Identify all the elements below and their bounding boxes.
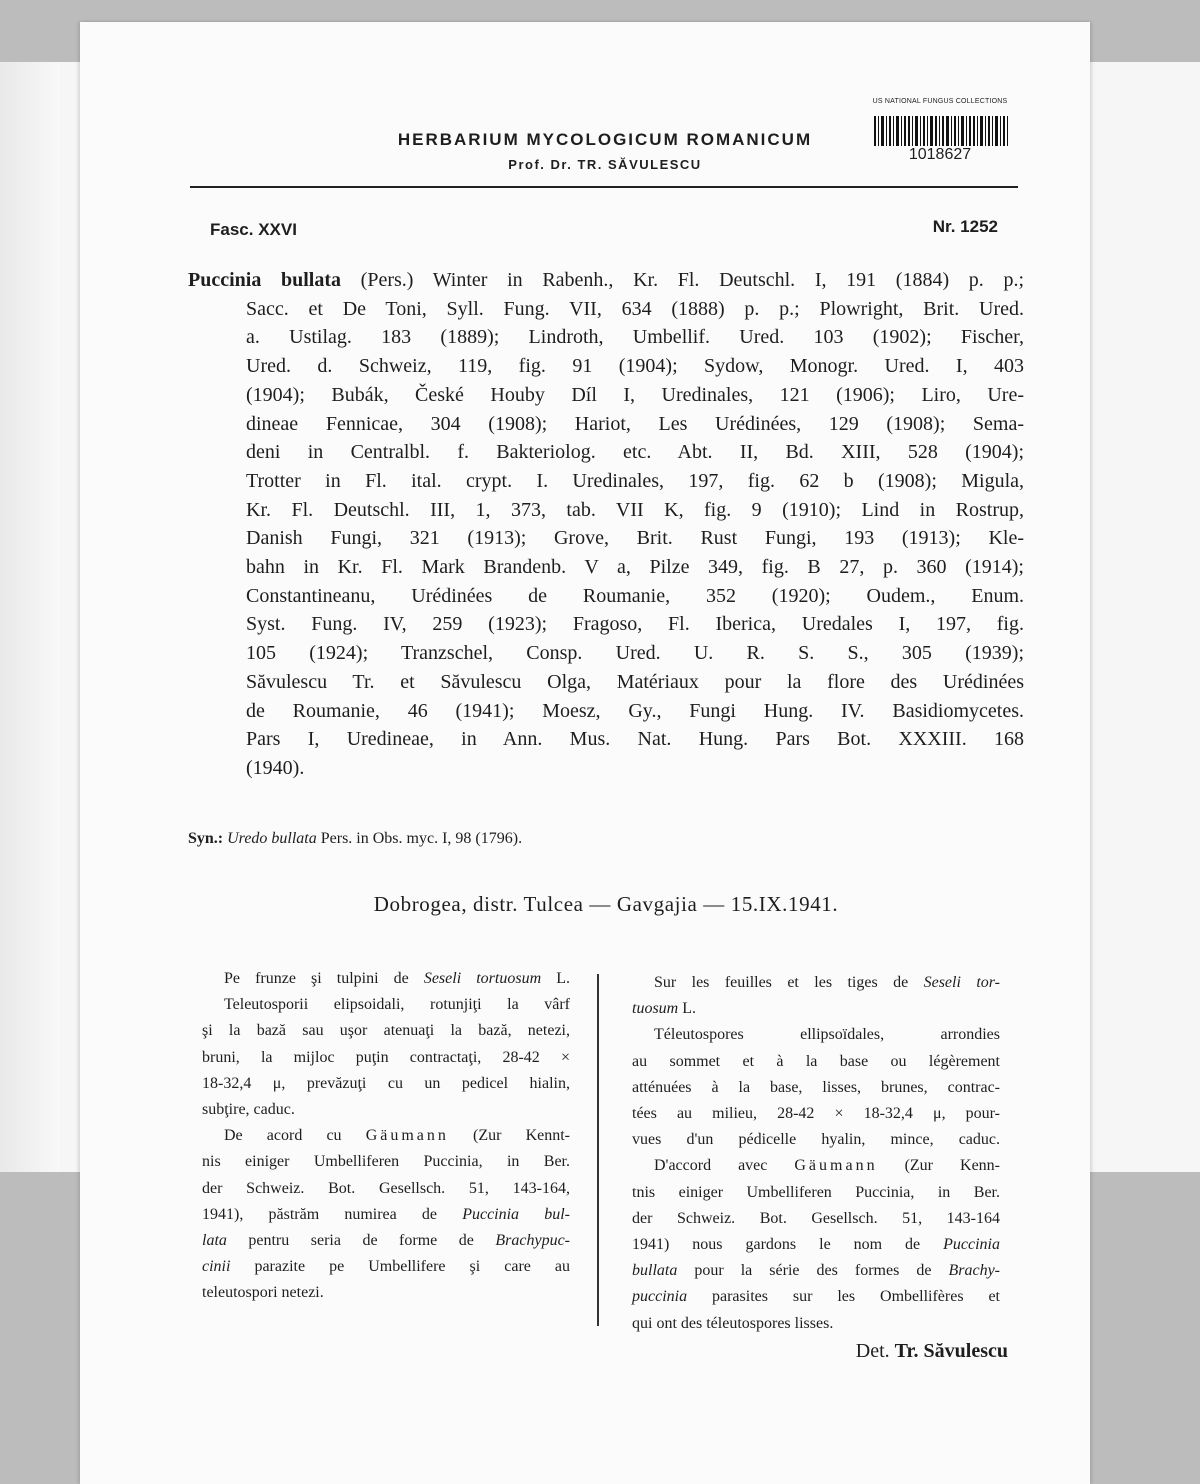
synonym-taxon: Uredo bullata: [227, 830, 317, 847]
citation-line: Săvulescu Tr. et Săvulescu Olga, Matériaux pour la flore des Urédinées: [246, 670, 1024, 693]
citation-line: Danish Fungi, 321 (1913); Grove, Brit. Rust Fungi, 193 (1913); Kle-: [246, 527, 1024, 550]
text-span: parazite pe Umbellifere şi care au: [230, 1258, 570, 1276]
taxon-name: Puccinia bul-: [462, 1205, 570, 1223]
description-line: der Schweiz. Bot. Gesellsch. 51, 143-164,: [202, 1179, 570, 1197]
text-span: L.: [678, 1000, 697, 1018]
description-line: bruni, la mijloc puţin contractaţi, 28-42 ×: [202, 1048, 570, 1066]
text-span: Pe frunze şi tulpini de: [224, 970, 424, 987]
description-line: 18-32,4 μ, prevăzuţi cu un pedicel hialin,: [202, 1074, 570, 1092]
citation-line: bahn in Kr. Fl. Mark Brandenb. V a, Pilze 349, fig. B 27, p. 360 (1914);: [246, 556, 1024, 579]
description-line: Teleutosporii elipsoidali, rotunjiţi la vârf: [224, 996, 570, 1014]
herbarium-label-sheet: [80, 22, 1090, 1484]
citation-line: Kr. Fl. Deutschl. III, 1, 373, tab. VII K, fig. 9 (1910); Lind in Rostrup,: [246, 498, 1024, 521]
text-span: 1941) nous gardons le nom de: [632, 1236, 944, 1254]
taxon-name: bullata: [632, 1262, 678, 1280]
description-line: der Schweiz. Bot. Gesellsch. 51, 143-164: [632, 1209, 1000, 1227]
citation-line: Constantineanu, Urédinées de Roumanie, 352 (1920); Oudem., Enum.: [246, 584, 1024, 607]
species-citation: [188, 266, 1024, 783]
description-line: au sommet et à la base ou légèrement: [632, 1052, 1000, 1070]
description-line: tées au milieu, 28-42 × 18-32,4 μ, pour-: [632, 1105, 1000, 1123]
text-span: D'accord avec: [654, 1157, 795, 1175]
citation-line: (1940).: [246, 756, 305, 779]
citation-line: Pars I, Uredineae, in Ann. Mus. Nat. Hung. Pars Bot. XXXIII. 168: [246, 728, 1024, 751]
citation-line: a. Ustilag. 183 (1889); Lindroth, Umbellif. Ured. 103 (1902); Fischer,: [246, 326, 1024, 349]
description-line: [632, 970, 1000, 996]
description-line: şi la bază sau uşor atenuaţi la bază, netezi,: [202, 1022, 570, 1040]
taxon-name: cinii: [202, 1258, 231, 1276]
description-line: [202, 1254, 570, 1280]
professor-name: Prof. Dr. TR. SĂVULESCU: [508, 157, 702, 172]
citation-line: Trotter in Fl. ital. crypt. I. Uredinales, 197, fig. 62 b (1908); Migula,: [246, 469, 1024, 492]
taxon-name: Brachy-: [948, 1262, 1000, 1280]
text-span: pour la série des formes de: [677, 1262, 949, 1280]
host-name: tuosum: [632, 1000, 679, 1018]
citation-line: dineae Fennicae, 304 (1908); Hariot, Les Urédinées, 129 (1908); Sema-: [246, 412, 1024, 435]
text-span: Sur les feuilles et les tiges de: [654, 974, 924, 991]
determiner-prefix: Det.: [855, 1340, 890, 1362]
barcode-image: [874, 116, 1008, 146]
description-line: [632, 1258, 1000, 1284]
description-line: tnis einiger Umbelliferen Puccinia, in Ber.: [632, 1183, 1000, 1201]
description-line: [202, 1123, 570, 1149]
citation-line: [188, 266, 1024, 295]
text-span: 1941), păstrăm numirea de: [202, 1205, 463, 1223]
description-line: subţire, caduc.: [202, 1101, 295, 1119]
description-line: Téleutospores ellipsoïdales, arrondies: [654, 1026, 1000, 1044]
description-line: vues d'un pédicelle hyalin, mince, caduc.: [632, 1131, 1000, 1149]
header-rule: [190, 186, 1018, 188]
author-name: Gäumann: [365, 1127, 449, 1145]
description-line: qui ont des téleutospores lisses.: [632, 1314, 834, 1332]
french-description: [632, 970, 1000, 1337]
determiner-name: Tr. Săvulescu: [894, 1340, 1008, 1362]
description-line: teleutospori netezi.: [202, 1284, 324, 1302]
barcode-collection-caption: US NATIONAL FUNGUS COLLECTIONS: [872, 98, 1008, 105]
column-divider: [597, 974, 599, 1326]
description-line: [202, 1202, 570, 1228]
citation-line: Ured. d. Schweiz, 119, fig. 91 (1904); Sydow, Monogr. Ured. I, 403: [246, 355, 1024, 378]
text-span: pentru seria de forme de: [226, 1232, 496, 1250]
citation-first-line: (Pers.) Winter in Rabenh., Kr. Fl. Deutschl. I, 191 (1884) p. p.;: [341, 269, 1024, 291]
text-span: (Zur Kennt-: [448, 1127, 571, 1145]
synonym-label: Syn.:: [188, 830, 224, 847]
citation-line: de Roumanie, 46 (1941); Moesz, Gy., Fungi Hung. IV. Basidiomycetes.: [246, 699, 1024, 722]
determiner: [780, 1340, 1008, 1363]
taxon-name: puccinia: [632, 1288, 688, 1306]
text-span: L.: [541, 970, 570, 987]
description-line: [632, 1153, 1000, 1179]
synonym-reference: Pers. in Obs. myc. I, 98 (1796).: [316, 830, 523, 847]
taxon-name: Puccinia: [943, 1236, 1000, 1254]
synonym-line: [188, 830, 522, 848]
taxon-name: lata: [202, 1232, 227, 1250]
description-line: [202, 966, 570, 992]
text-span: (Zur Kenn-: [877, 1157, 1000, 1175]
romanian-description: [202, 966, 570, 1307]
fascicle-number: Fasc. XXVI: [210, 220, 297, 239]
envelope-flap: [0, 62, 60, 1172]
description-line: [632, 996, 1000, 1022]
citation-line: Syst. Fung. IV, 259 (1923); Fragoso, Fl. Iberica, Uredales I, 197, fig.: [246, 613, 1024, 636]
description-line: atténuées à la base, lisses, brunes, contrac-: [632, 1078, 1000, 1096]
host-name: Seseli tortuosum: [423, 970, 542, 987]
description-line: [202, 1228, 570, 1254]
taxon-name: Brachypuc-: [495, 1232, 570, 1250]
citation-line: (1904); Bubák, České Houby Díl I, Uredinales, 121 (1906); Liro, Ure-: [246, 383, 1024, 406]
citation-line: deni in Centralbl. f. Bakteriolog. etc. Abt. II, Bd. XIII, 528 (1904);: [246, 441, 1024, 464]
host-name: Seseli tor-: [923, 974, 1001, 991]
description-line: [632, 1284, 1000, 1310]
text-span: parasites sur les Ombellifères et: [687, 1288, 1000, 1306]
citation-line: 105 (1924); Tranzschel, Consp. Ured. U. R. S. S., 305 (1939);: [246, 642, 1024, 665]
author-name: Gäumann: [794, 1157, 878, 1175]
barcode-label: [860, 98, 1020, 168]
barcode-number: 1018627: [908, 146, 972, 163]
text-span: De acord cu: [224, 1127, 366, 1145]
institution-name: HERBARIUM MYCOLOGICUM ROMANICUM: [397, 130, 813, 149]
citation-line: Sacc. et De Toni, Syll. Fung. VII, 634 (1888) p. p.; Plowright, Brit. Ured.: [246, 297, 1024, 320]
collection-locality: Dobrogea, distr. Tulcea — Gavgajia — 15.IX.1941.: [373, 892, 839, 916]
description-line: [632, 1232, 1000, 1258]
description-line: nis einiger Umbelliferen Puccinia, in Ber.: [202, 1153, 570, 1171]
specimen-number: Nr. 1252: [932, 217, 998, 236]
species-name: Puccinia bullata: [188, 269, 342, 291]
